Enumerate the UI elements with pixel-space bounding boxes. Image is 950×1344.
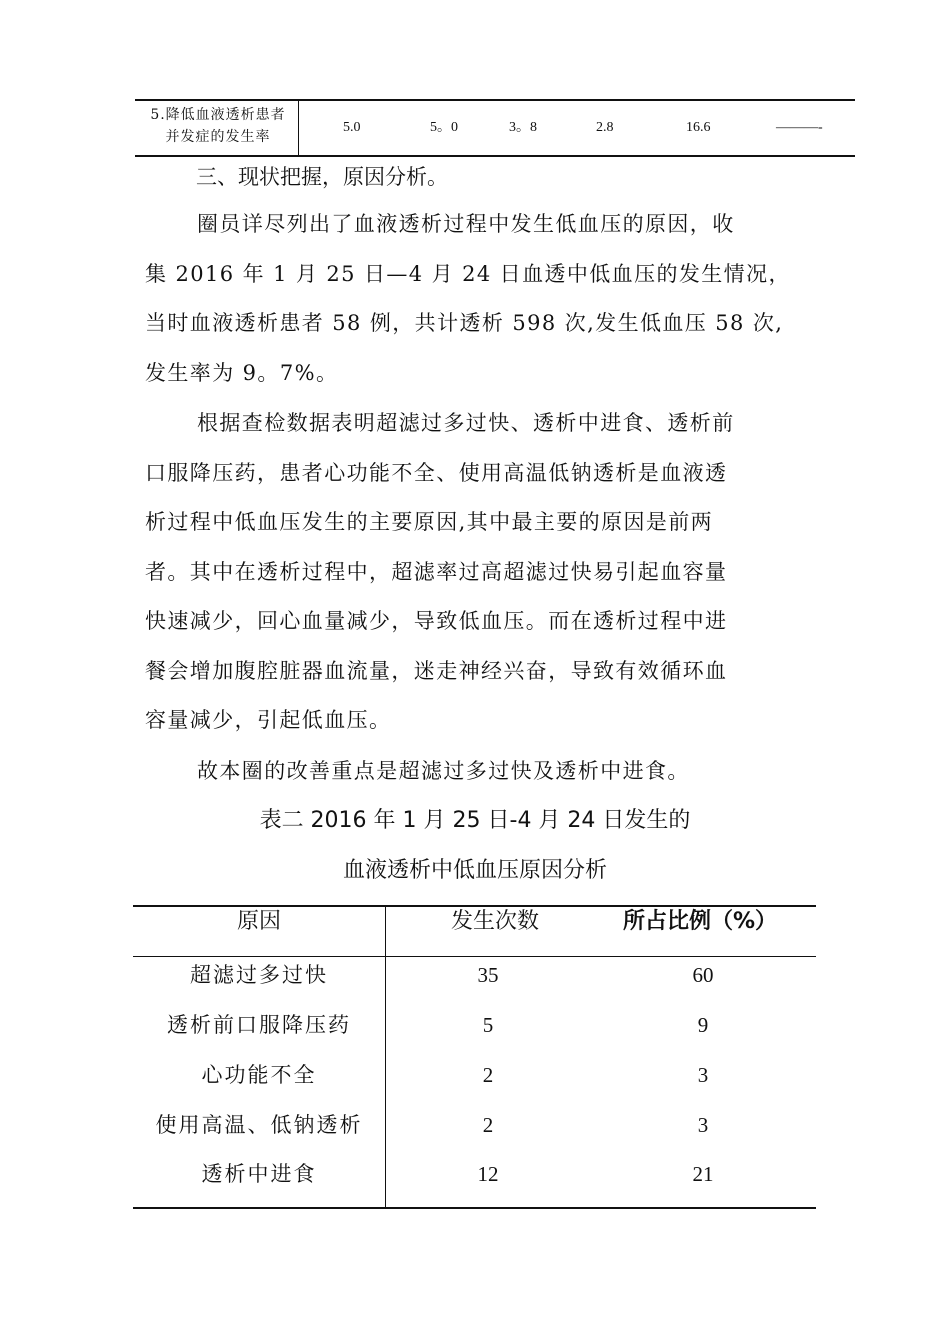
table-caption-line1: 表二 2016 年 1 月 25 日-4 月 24 日发生的 <box>259 808 691 833</box>
paragraph-line: 口服降压药，患者心功能不全、使用高温低钠透析是血液透 <box>145 460 728 485</box>
paragraph-line: 者。其中在透析过程中，超滤率过高超滤过快易引起血容量 <box>145 559 728 584</box>
paragraph-line: 故本圈的改善重点是超滤过多过快及透析中进食。 <box>197 759 690 783</box>
table-one-label-line1: 5.降低血液透析患者 <box>150 107 286 123</box>
table-row <box>133 1060 816 1110</box>
table-one-cell: 5。0 <box>430 120 458 135</box>
paragraph-line: 圈员详尽列出了血液透析过程中发生低血压的原因，收 <box>197 212 735 236</box>
paragraph-line: 析过程中低血压发生的主要原因,其中最主要的原因是前两 <box>145 510 714 534</box>
paragraph-line: 集 2016 年 1 月 25 日—4 月 24 日血透中低血压的发生情况， <box>145 261 791 286</box>
cell-count: 12 <box>477 1162 499 1186</box>
cell-count: 35 <box>477 963 499 987</box>
paragraph-line: 快速减少，回心血量减少，导致低血压。而在透析过程中进 <box>145 609 728 633</box>
table-one-column-divider <box>298 100 299 156</box>
table-two-header-rule <box>133 956 816 957</box>
cell-percent: 3 <box>697 1113 709 1137</box>
paragraph-line: 当时血液透析患者 58 例，共计透析 598 次,发生低血压 58 次, <box>145 311 784 335</box>
table-caption-line2: 血液透析中低血压原因分析 <box>342 858 607 883</box>
cell-percent: 21 <box>692 1162 714 1186</box>
table-one-cell: 16.6 <box>686 120 711 135</box>
paragraph-1 <box>145 200 825 398</box>
table-row <box>133 1110 816 1160</box>
paragraph-line: 容量减少，引起低血压。 <box>145 708 392 732</box>
section-heading: 三、现状把握，原因分析。 <box>196 165 448 189</box>
cell-reason: 透析中进食 <box>201 1162 317 1186</box>
cell-reason: 使用高温、低钠透析 <box>155 1113 363 1137</box>
table-one-cell: ———- <box>776 120 823 135</box>
table-one-row-label <box>140 104 296 148</box>
table-one-label-line2: 并发症的发生率 <box>165 129 271 145</box>
cell-count: 2 <box>482 1063 494 1087</box>
cell-percent: 60 <box>692 963 714 987</box>
paragraph-line: 发生率为 9。7%。 <box>145 360 339 385</box>
cell-reason: 透析前口服降压药 <box>167 1013 351 1037</box>
paragraph-3 <box>145 747 825 797</box>
cell-count: 5 <box>482 1013 494 1037</box>
cell-percent: 9 <box>697 1013 709 1037</box>
table-one-bottom-rule <box>135 155 855 157</box>
paragraph-line: 根据查检数据表明超滤过多过快、透析中进食、透析前 <box>197 411 735 435</box>
table-one-cell: 3。8 <box>509 120 537 135</box>
table-row <box>133 1010 816 1060</box>
cell-reason: 超滤过多过快 <box>190 963 328 987</box>
table-row <box>133 1159 816 1209</box>
cell-count: 2 <box>482 1113 494 1137</box>
table-one-top-rule <box>135 99 855 101</box>
table-one-cell: 2.8 <box>596 120 614 135</box>
table-header-reason: 原因 <box>236 909 281 934</box>
table-header-percent: 所占比例（%） <box>622 909 778 934</box>
cell-percent: 3 <box>697 1063 709 1087</box>
cell-reason: 心功能不全 <box>201 1063 317 1087</box>
paragraph-line: 餐会增加腹腔脏器血流量，迷走神经兴奋，导致有效循环血 <box>145 658 728 683</box>
table-row <box>133 960 816 1010</box>
paragraph-2 <box>145 399 825 746</box>
table-header-count: 发生次数 <box>450 909 539 934</box>
table-one-cell: 5.0 <box>343 120 361 135</box>
